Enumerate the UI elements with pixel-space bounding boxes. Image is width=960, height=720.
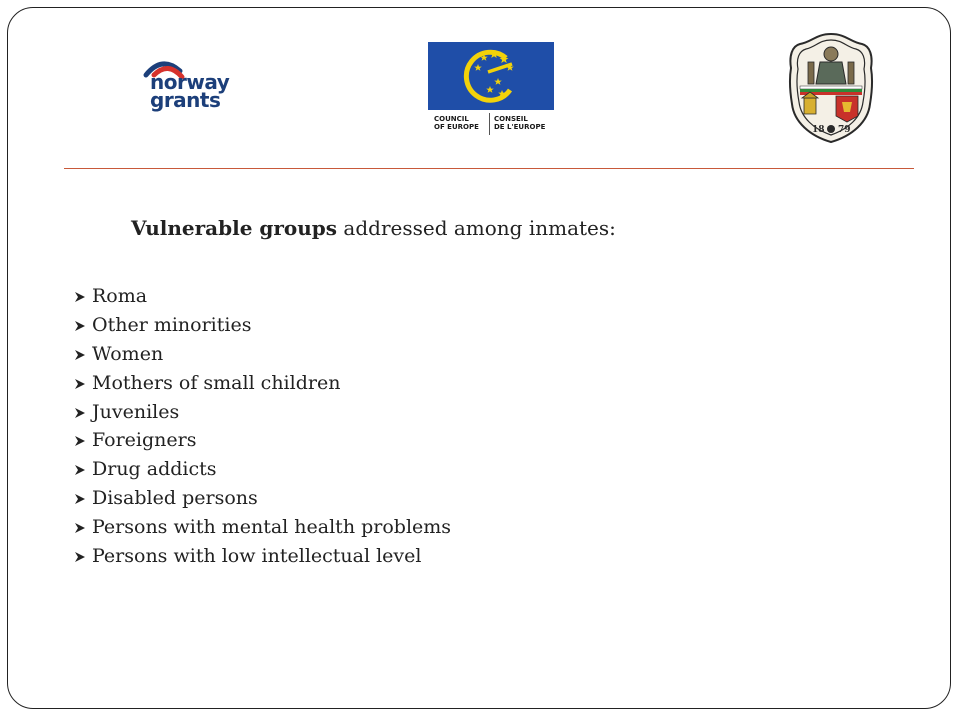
arrow-bullet-icon <box>74 349 86 361</box>
arrow-bullet-icon <box>74 464 86 476</box>
arrow-bullet-icon <box>74 493 86 505</box>
list-item-label: Roma <box>92 285 148 307</box>
vulnerable-groups-list <box>74 283 451 572</box>
prison-administration-crest-icon <box>786 32 876 144</box>
council-of-europe-caption <box>428 111 554 138</box>
list-item <box>74 283 451 312</box>
norway-grants-line2: grants <box>150 88 221 112</box>
list-item-label: Mothers of small children <box>92 371 341 394</box>
list-item-label: Persons with low intellectual level <box>92 545 422 568</box>
council-of-europe-logo <box>428 42 554 138</box>
heading-emphasis: Vulnerable groups <box>131 216 338 240</box>
list-item-label: Persons with mental health problems <box>92 516 452 539</box>
arrow-bullet-icon <box>74 435 86 447</box>
list-item-label: Other minorities <box>92 313 252 336</box>
list-item-label: Disabled persons <box>92 487 258 510</box>
list-item <box>74 370 451 399</box>
coe-caption-en-line1: COUNCIL <box>434 115 469 123</box>
arrow-bullet-icon <box>74 378 86 390</box>
coe-caption-en-line2: OF EUROPE <box>434 123 479 131</box>
coe-caption-fr-line1: CONSEIL <box>494 115 528 123</box>
arrow-bullet-icon <box>74 291 86 303</box>
coe-caption-fr-line2: DE L'EUROPE <box>494 123 546 131</box>
crest-year-left: 18 <box>812 125 825 135</box>
list-item-label: Foreigners <box>92 429 197 452</box>
list-item <box>74 514 451 543</box>
list-item <box>74 485 451 514</box>
crest-year-right: 79 <box>838 125 851 135</box>
slide-heading <box>131 216 616 240</box>
header-divider <box>64 168 914 169</box>
arrow-bullet-icon <box>74 320 86 332</box>
council-of-europe-stars-icon <box>428 42 554 110</box>
list-item-label: Drug addicts <box>92 458 217 481</box>
norway-grants-line1: norway <box>150 70 230 94</box>
list-item-label: Women <box>92 342 164 365</box>
arrow-bullet-icon <box>74 522 86 534</box>
arrow-bullet-icon <box>74 551 86 563</box>
list-item <box>74 341 451 370</box>
coe-caption-divider <box>489 113 490 135</box>
list-item <box>74 312 451 341</box>
list-item <box>74 399 451 428</box>
arrow-bullet-icon <box>74 407 86 419</box>
list-item <box>74 427 451 456</box>
list-item <box>74 456 451 485</box>
list-item <box>74 543 451 572</box>
council-of-europe-flag <box>428 42 554 110</box>
list-item-label: Juveniles <box>92 400 180 423</box>
heading-rest: addressed among inmates: <box>337 216 616 240</box>
norway-grants-logo <box>140 55 240 121</box>
